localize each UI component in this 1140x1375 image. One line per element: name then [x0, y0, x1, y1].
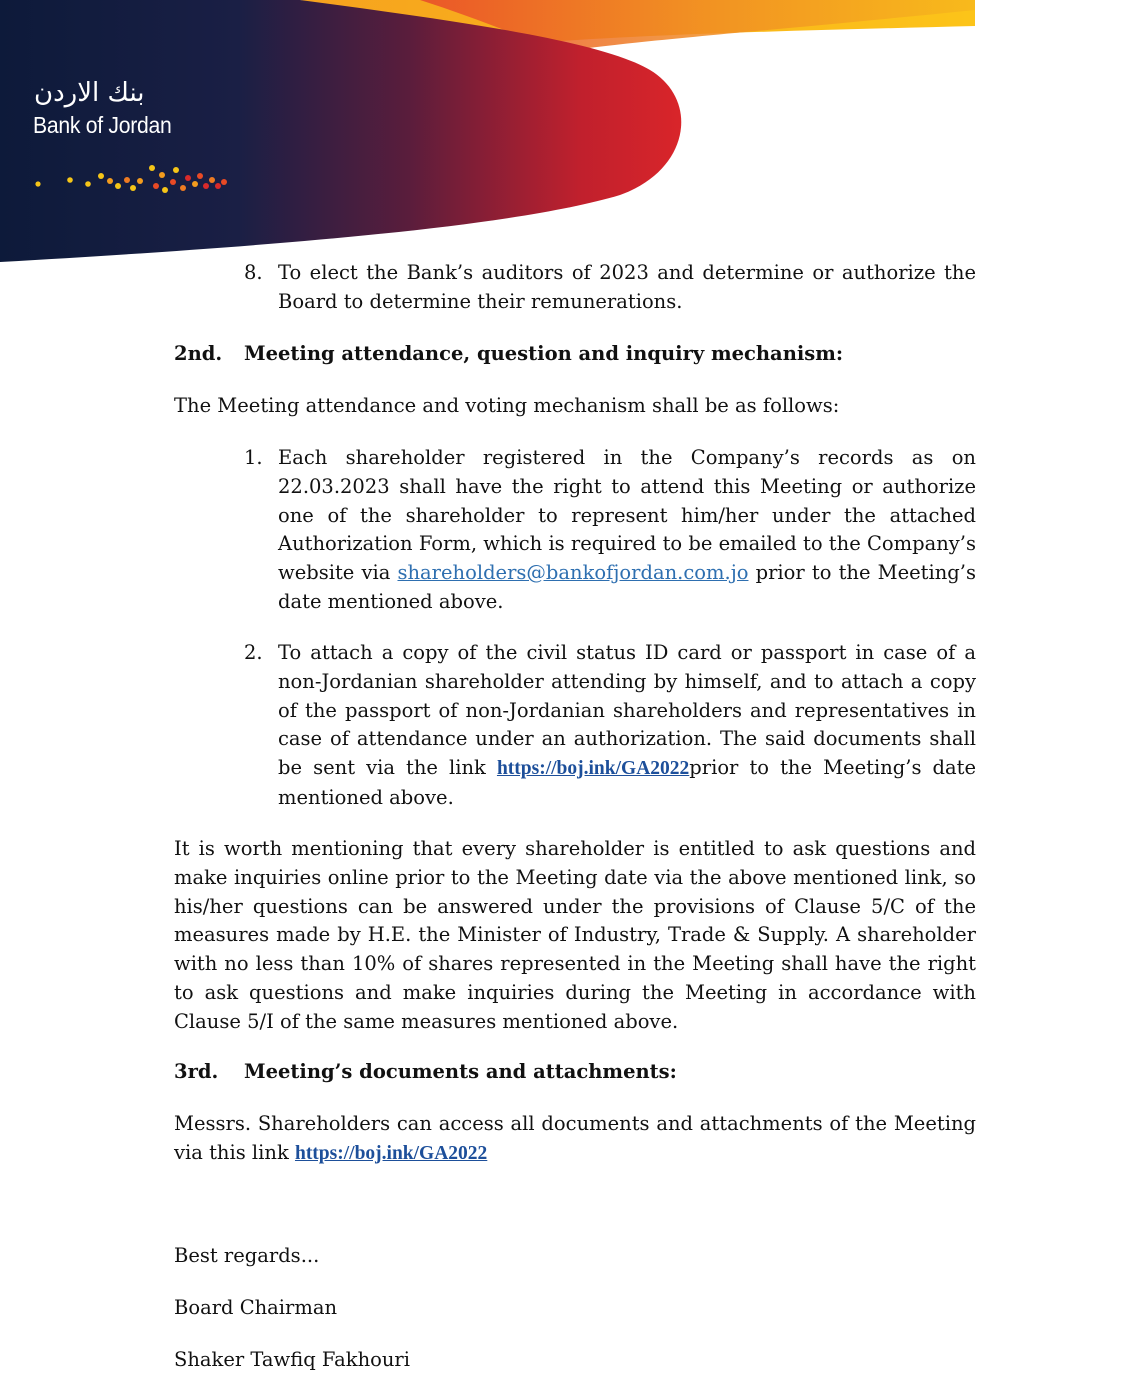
- bank-logo-arabic: بنك الاردن: [34, 78, 145, 108]
- closing-signatory-name: Shaker Tawfiq Fakhouri: [174, 1348, 410, 1371]
- ga2022-link[interactable]: https://boj.ink/GA2022: [496, 758, 690, 780]
- item-1-number: 1.: [244, 446, 263, 469]
- section-2-intro: The Meeting attendance and voting mechanism shall be as follows:: [174, 394, 840, 417]
- item-2-number: 2.: [244, 641, 263, 664]
- closing-position: Board Chairman: [174, 1296, 338, 1319]
- bank-logo-english: Bank of Jordan: [33, 112, 172, 138]
- shareholders-email-link[interactable]: shareholders@bankofjordan.com.jo: [397, 561, 749, 585]
- section-3-text: Messrs. Shareholders can access all documents and attachments of the Meeting via this link https://boj.ink/GA2022: [174, 1112, 976, 1164]
- section-2-title: Meeting attendance, question and inquiry mechanism:: [244, 342, 844, 365]
- section-3-heading: [174, 1058, 677, 1087]
- item-8-text: To elect the Bank’s auditors of 2023 and determine or authorize the Board to determine their remunerations.: [278, 261, 976, 313]
- section-2-heading: [174, 340, 843, 369]
- documents-link[interactable]: https://boj.ink/GA2022: [294, 1142, 488, 1164]
- item-1-text: Each shareholder registered in the Company’s records as on 22.03.2023 shall have the right to attend this Meeting or authorize one of the shareholder to represent him/her under the attached Authorization Form, which is required to be emailed to the Company’s website via shareholders@bankofjordan.com.jo prior to the Meeting’s date mentioned above.: [278, 446, 976, 613]
- section-3-number: 3rd.: [174, 1060, 219, 1083]
- questions-note: It is worth mentioning that every shareholder is entitled to ask questions and make inquiries online prior to the Meeting date via the above mentioned link, so his/her questions can be answered under the provisions of Clause 5/C of the measures made by H.E. the Minister of Industry, Trade & Supply. A shareholder with no less than 10% of shares represented in the Meeting shall have the right to ask questions and make inquiries during the Meeting in accordance with Clause 5/I of the same measures mentioned above.: [174, 837, 976, 1033]
- item-2-text: To attach a copy of the civil status ID card or passport in case of a non-Jordanian shareholder attending by himself, and to attach a copy of the passport of non-Jordanian shareholders and representatives in case of attendance under an authorization. The said documents shall be sent via the link https://boj.ink/GA2022prior to the Meeting’s date mentioned above.: [278, 641, 976, 809]
- section-2-number: 2nd.: [174, 342, 223, 365]
- closing-regards: Best regards...: [174, 1244, 320, 1267]
- item-8-number: 8.: [244, 261, 263, 284]
- section-3-title: Meeting’s documents and attachments:: [244, 1060, 677, 1083]
